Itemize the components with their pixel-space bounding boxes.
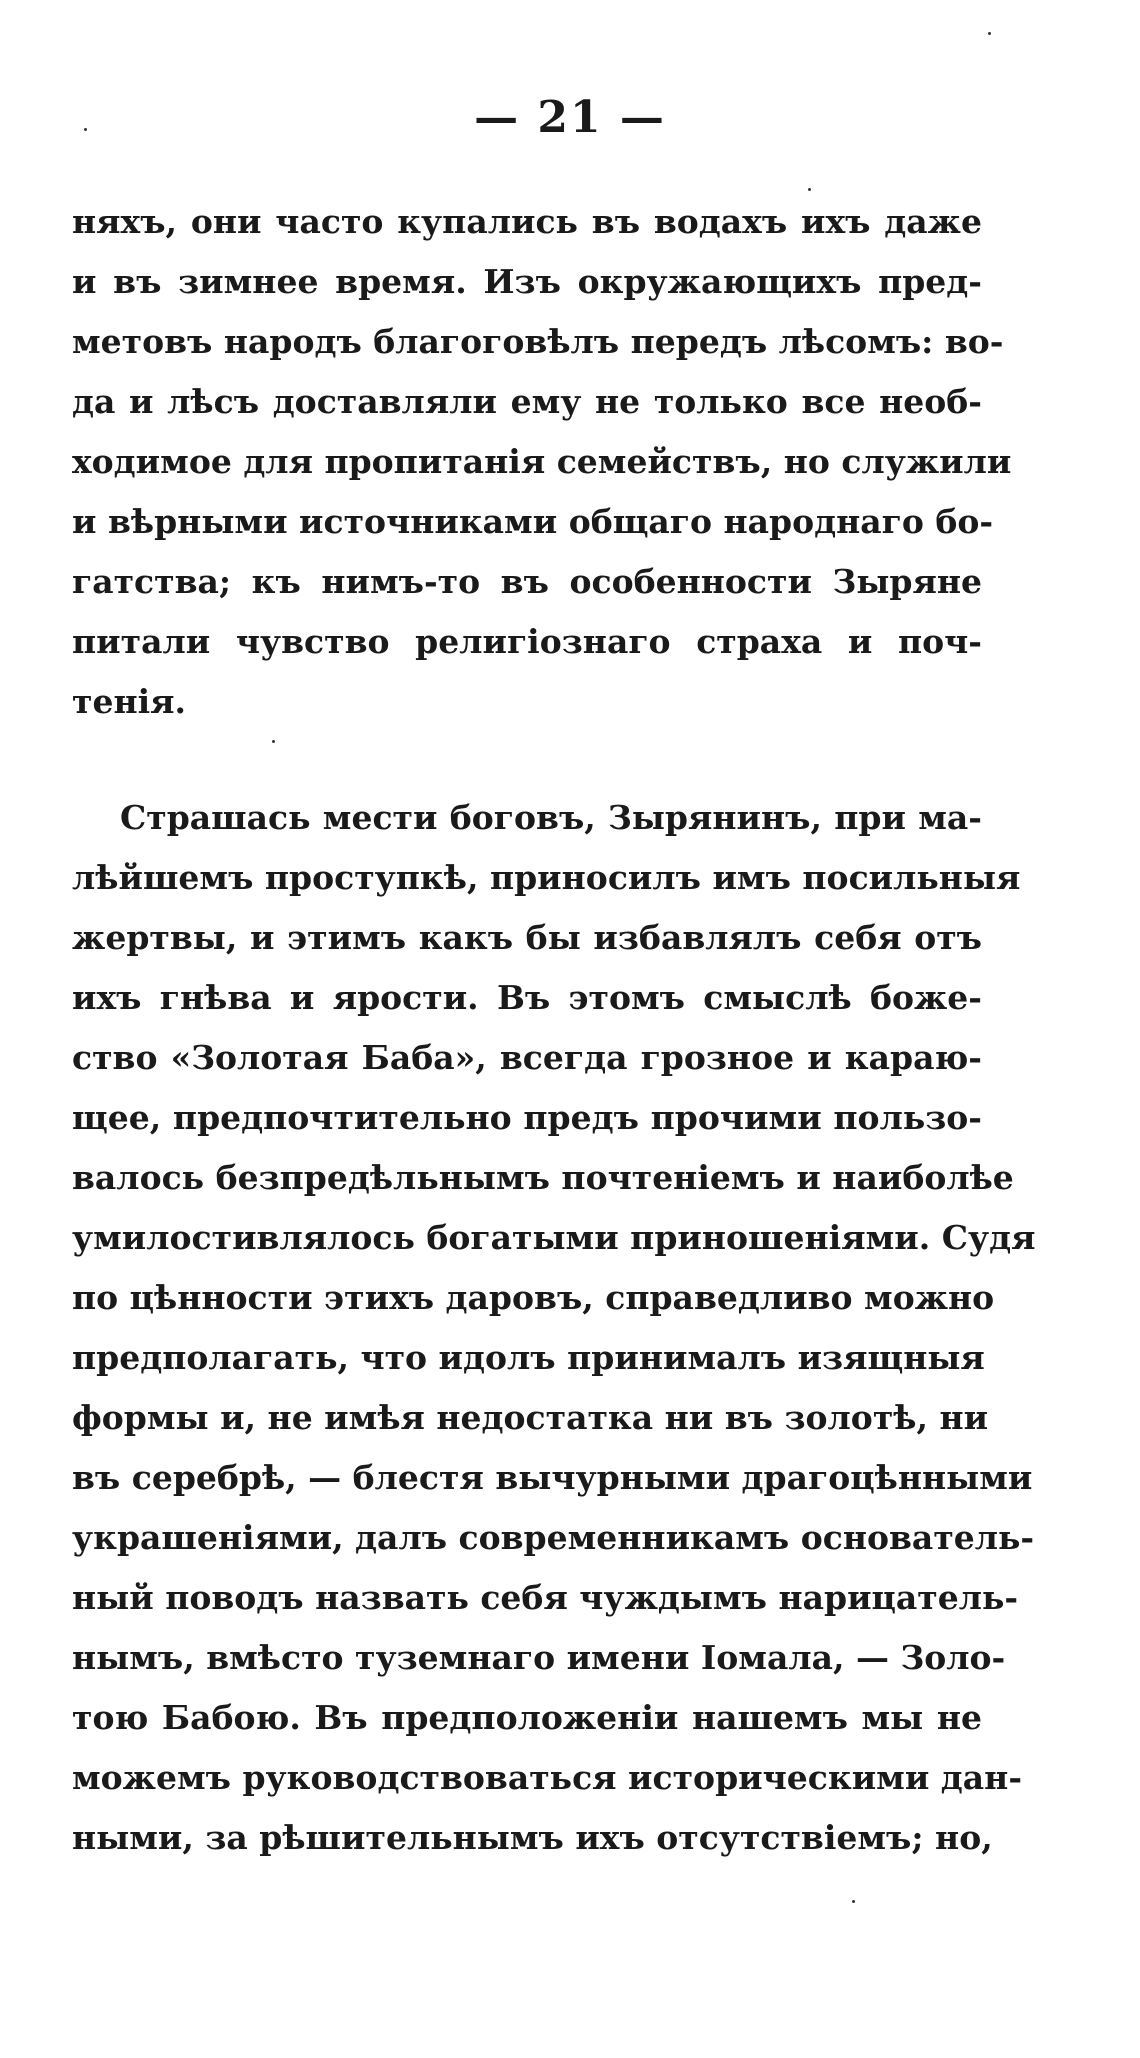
text-line: предполагать, что идолъ принималъ изящныя <box>72 1338 985 1377</box>
text-line: и вѣрными источниками общаго народнаго бо- <box>72 502 994 541</box>
text-line: тенія. <box>72 682 187 721</box>
text-line: ходимое для пропитанія семействъ, но служили <box>72 442 1012 481</box>
print-speck <box>852 1900 855 1903</box>
text-line: умилостивлялось богатыми приношеніями. Судя <box>72 1218 1036 1257</box>
text-line: щее, предпочтительно предъ прочими пользо- <box>72 1098 982 1137</box>
print-speck <box>272 740 275 743</box>
paragraph-1 <box>72 192 1012 732</box>
print-speck <box>988 32 991 35</box>
text-line: жертвы, и этимъ какъ бы избавлялъ себя отъ <box>72 918 982 957</box>
text-line: ный поводъ назвать себя чуждымъ нарицатель- <box>72 1578 1019 1617</box>
text-line: лѣйшемъ проступкѣ, приносилъ имъ посильныя <box>72 858 1021 897</box>
text-line: можемъ руководствоваться историческими дан- <box>72 1758 1023 1797</box>
text-line: нымъ, вмѣсто туземнаго имени Іомала, — Золо- <box>72 1638 1006 1677</box>
text-line: няхъ, они часто купались въ водахъ ихъ даже <box>72 202 982 241</box>
text-line: метовъ народъ благоговѣлъ передъ лѣсомъ: во- <box>72 322 1004 361</box>
print-speck <box>84 128 87 131</box>
text-line: украшеніями, далъ современникамъ основатель- <box>72 1518 1035 1557</box>
text-line: ство «Золотая Баба», всегда грозное и караю- <box>72 1038 982 1077</box>
paragraph-2 <box>72 788 1036 1868</box>
text-line: ными, за рѣшительнымъ ихъ отсутствіемъ; но, <box>72 1818 993 1857</box>
text-line: формы и, не имѣя недостатка ни въ золотѣ, ни <box>72 1398 989 1437</box>
text-line: питали чувство религіознаго страха и поч- <box>72 622 982 661</box>
text-line: по цѣнности этихъ даровъ, справедливо можно <box>72 1278 995 1317</box>
text-line: Страшась мести боговъ, Зырянинъ, при ма- <box>120 798 982 837</box>
text-line: и въ зимнее время. Изъ окружающихъ пред- <box>72 262 982 301</box>
text-line: гатства; къ нимъ-то въ особенности Зыряне <box>72 562 982 601</box>
text-line: да и лѣсъ доставляли ему не только все необ- <box>72 382 982 421</box>
text-line: въ серебрѣ, — блестя вычурными драгоцѣнными <box>72 1458 1033 1497</box>
page-number: — 21 — <box>474 92 666 143</box>
text-line: валось безпредѣльнымъ почтеніемъ и наиболѣе <box>72 1158 1014 1197</box>
print-speck <box>808 188 811 191</box>
text-line: тою Бабою. Въ предположеніи нашемъ мы не <box>72 1698 982 1737</box>
text-line: ихъ гнѣва и ярости. Въ этомъ смыслѣ боже- <box>72 978 982 1017</box>
